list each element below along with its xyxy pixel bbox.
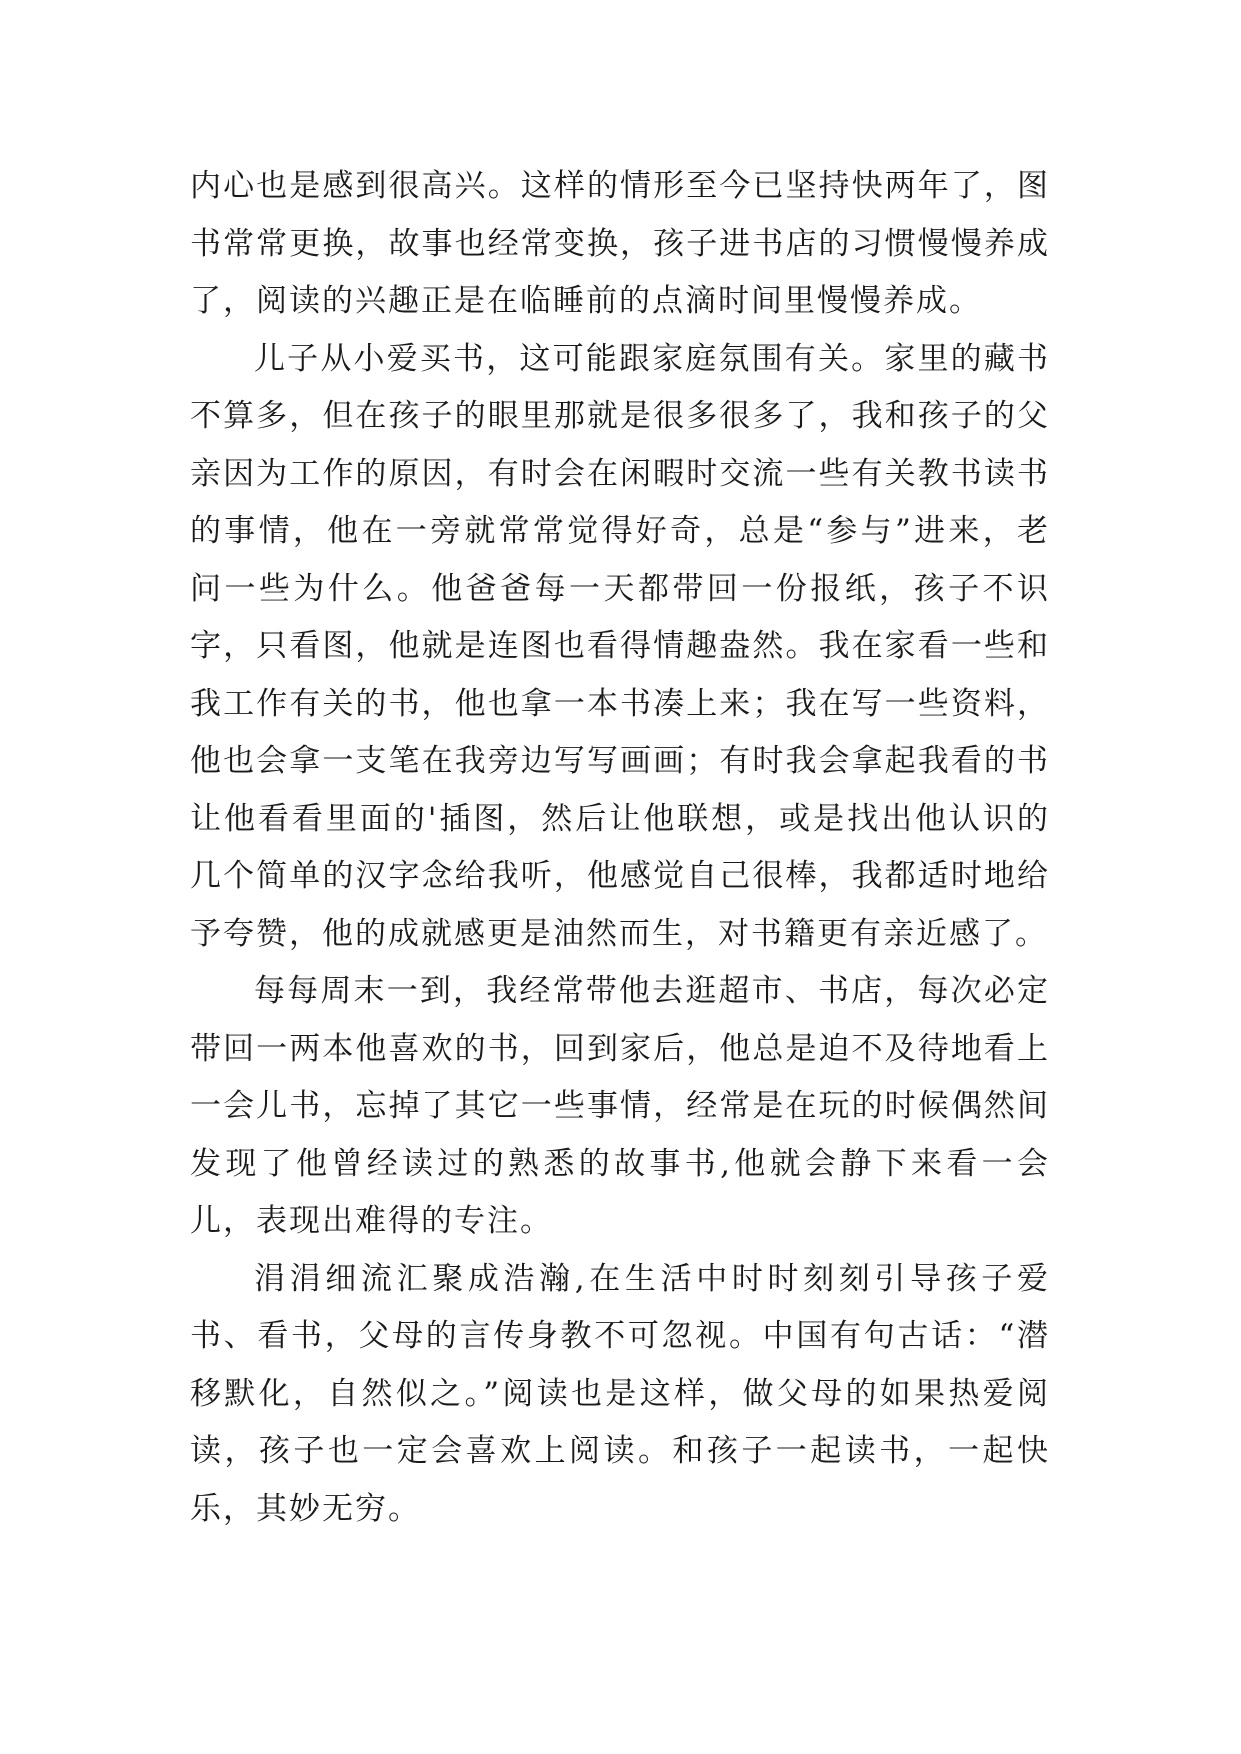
paragraph-3: 每每周末一到，我经常带他去逛超市、书店，每次必定带回一两本他喜欢的书，回到家后，他总是迫不及待地看上一会儿书，忘掉了其它一些事情，经常是在玩的时候偶然间发现了他曾经读过的熟悉的故事书,他就会静下来看一会儿，表现出难得的专注。 [190, 973, 1050, 1239]
document-body [190, 158, 1050, 1538]
paragraph-1: 内心也是感到很高兴。这样的情形至今已坚持快两年了，图书常常更换，故事也经常变换，孩子进书店的习惯慢慢养成了，阅读的兴趣正是在临睡前的点滴时间里慢慢养成。 [190, 168, 1050, 319]
paragraph-2: 儿子从小爱买书，这可能跟家庭氛围有关。家里的藏书不算多，但在孩子的眼里那就是很多很多了，我和孩子的父亲因为工作的原因，有时会在闲暇时交流一些有关教书读书的事情，他在一旁就常常觉得好奇，总是“参与”进来，老问一些为什么。他爸爸每一天都带回一份报纸，孩子不识字，只看图，他就是连图也看得情趣盎然。我在家看一些和我工作有关的书，他也拿一本书凑上来；我在写一些资料，他也会拿一支笔在我旁边写写画画；有时我会拿起我看的书让他看看里面的'插图，然后让他联想，或是找出他认识的几个简单的汉字念给我听，他感觉自己很棒，我都适时地给予夸赞，他的成就感更是油然而生，对书籍更有亲近感了。 [190, 340, 1050, 952]
paragraph-4: 涓涓细流汇聚成浩瀚,在生活中时时刻刻引导孩子爱书、看书，父母的言传身教不可忽视。中国有句古话：“潜移默化，自然似之。”阅读也是这样，做父母的如果热爱阅读，孩子也一定会喜欢上阅读。和孩子一起读书，一起快乐，其妙无穷。 [190, 1260, 1050, 1527]
